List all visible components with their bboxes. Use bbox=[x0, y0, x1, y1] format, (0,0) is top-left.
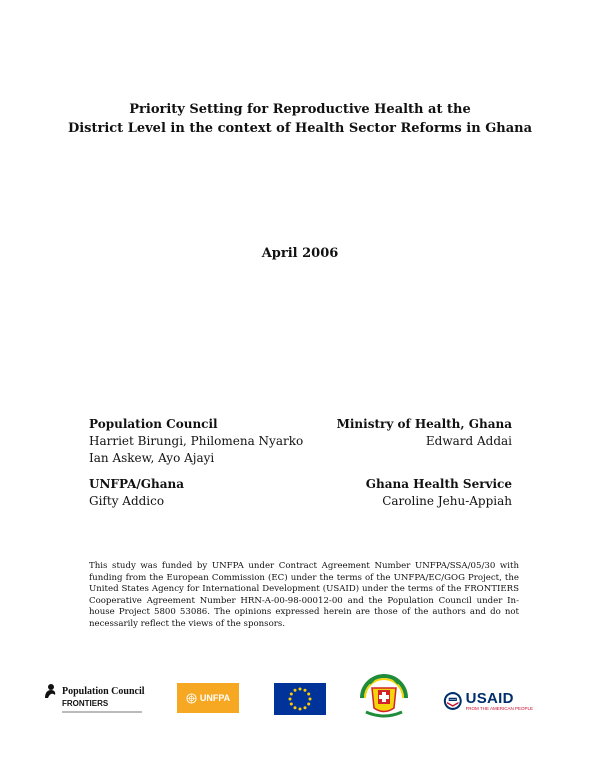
org-name: Ghana Health Service bbox=[365, 477, 512, 491]
org-name: UNFPA/Ghana bbox=[89, 477, 185, 491]
author-names: Gifty Addico bbox=[89, 494, 165, 508]
document-title bbox=[0, 100, 600, 138]
population-council-logo bbox=[42, 683, 152, 717]
author-names: Ian Askew, Ayo Ajayi bbox=[89, 451, 215, 465]
title-line-2: District Level in the context of Health Sector Reforms in Ghana bbox=[67, 121, 533, 136]
usaid-wordmark: USAID bbox=[465, 689, 514, 707]
population-council-icon bbox=[42, 683, 58, 699]
ghana-health-service-logo bbox=[356, 668, 412, 724]
unfpa-logo bbox=[177, 683, 239, 713]
frontiers-wordmark: FRONTIERS bbox=[62, 699, 109, 708]
funding-statement: This study was funded by UNFPA under Contract Agreement Number UNFPA/SSA/05/30 with funding from the European Commission (EC) under the terms of the UNFPA/EC/GOG Project, the United States Agency for International Development (USAID) under the terms of the FRONTIERS Cooperative Agreement Number HRN-A-00-98-00012-00 and the Population Council under In-house Project 5800 53086. The opinions expressed herein are those of the authors and do not necessarily reflect the views of the sponsors. bbox=[89, 561, 519, 629]
usaid-tagline: FROM THE AMERICAN PEOPLE bbox=[465, 705, 533, 711]
frontiers-tagline bbox=[62, 711, 142, 713]
author-block-ghs bbox=[366, 476, 512, 510]
author-names: Caroline Jehu-Appiah bbox=[382, 494, 512, 508]
usaid-logo bbox=[443, 686, 533, 716]
author-block-moh-ghana bbox=[337, 416, 512, 450]
author-names: Harriet Birungi, Philomena Nyarko bbox=[89, 434, 304, 448]
eu-flag-logo bbox=[274, 683, 326, 715]
publication-date: April 2006 bbox=[261, 246, 339, 261]
un-emblem-icon bbox=[186, 693, 197, 704]
ghs-emblem-icon bbox=[356, 668, 412, 724]
author-names: Edward Addai bbox=[425, 434, 512, 448]
eu-stars-icon bbox=[274, 683, 326, 715]
title-line-1: Priority Setting for Reproductive Health at the bbox=[129, 102, 471, 117]
org-name: Ministry of Health, Ghana bbox=[336, 417, 512, 431]
unfpa-wordmark: UNFPA bbox=[199, 693, 231, 703]
author-block-population-council bbox=[89, 416, 303, 467]
author-block-unfpa-ghana bbox=[89, 476, 184, 510]
population-council-wordmark: Population Council bbox=[62, 685, 145, 697]
org-name: Population Council bbox=[89, 417, 218, 431]
usaid-seal-icon bbox=[443, 689, 463, 713]
